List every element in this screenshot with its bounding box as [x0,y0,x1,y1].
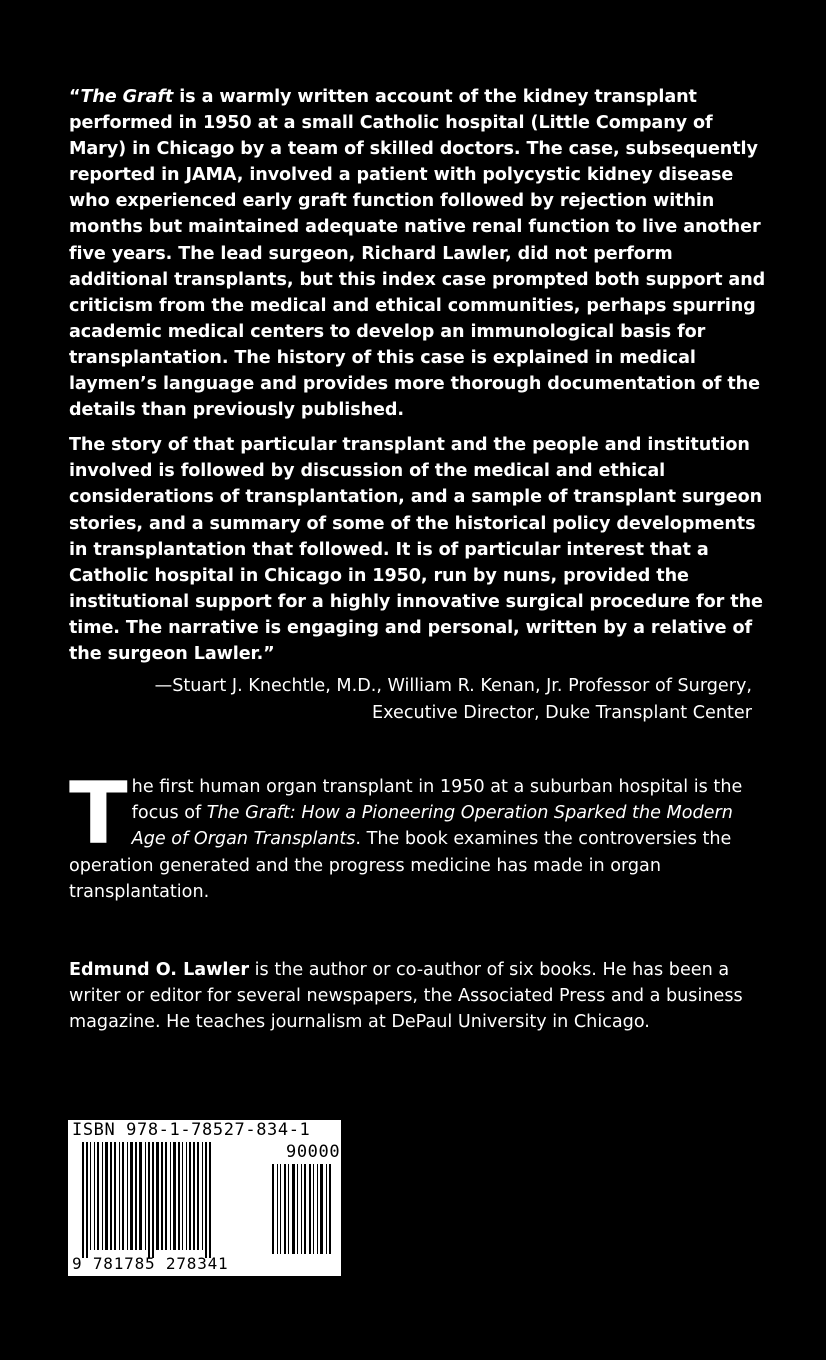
blurb-paragraph-2: The story of that particular transplant and the people and institution involved is followed by discussion of the medical and ethical considerations of transplantation, and a sample of transplant surgeon stories, and a summary of some of the historical policy developments in transplantation that followed. It is of particular interest that a Catholic hospital in Chicago in 1950, run by nuns, provided the institutional support for a highly innovative surgical procedure for the time. The narrative is engaging and personal, written by a relative of the surgeon Lawler.” [69,435,763,664]
book-title: The Graft [80,87,174,107]
description-lead: he first human organ transplant in 1950 at a suburban hospital is the focus of [131,777,743,824]
barcode-bar [182,1142,183,1250]
author-name: Edmund O. Lawler [69,960,250,980]
guard-bar [209,1142,211,1258]
attribution-line-1: —Stuart J. Knechtle, M.D., William R. Kenan, Jr. Professor of Surgery, [154,676,752,696]
barcode-bar [202,1142,203,1250]
barcode-bar [102,1142,103,1250]
barcode-bar [186,1142,187,1250]
barcode-bar [189,1142,191,1250]
author-bio-text: is the author or co-author of six books. He has been a writer or editor for several newspapers, the Associated Press and a business magazine. He teaches journalism at DePaul University in Chicago. [69,960,743,1033]
addon-bar [288,1164,289,1254]
barcode-bar [94,1142,95,1250]
barcode-bar [127,1142,128,1250]
author-bio [69,957,769,1036]
attribution-line-2: Executive Director, Duke Transplant Center [372,702,752,723]
description-full-title: The Graft: How a Pioneering Operation Sparked the Modern Age of Organ Transplants [131,803,733,850]
endorsement-blurb [69,84,769,676]
barcode-bar [122,1142,124,1250]
ean-digits: 9 781785 278341 [72,1254,229,1273]
addon-bar [304,1164,306,1254]
addon-bar [313,1164,314,1254]
barcode-bar [145,1142,146,1250]
barcode-bar [135,1142,137,1250]
quote-mark: “ [69,87,81,107]
guard-bar [82,1142,84,1258]
addon-bar [317,1164,318,1254]
barcode-bar [105,1142,108,1250]
barcode-bar [170,1142,171,1250]
price-code: 90000 [286,1142,341,1162]
barcode-bar [90,1142,91,1250]
barcode-bar [197,1142,199,1250]
addon-bar [292,1164,295,1254]
description-rest: . The book examines the controversies the operation generated and the progress medicine has made in organ transplantation. [69,829,732,902]
barcode-bar [178,1142,180,1250]
barcode-bar [97,1142,99,1250]
addon-bar [320,1164,323,1254]
book-description [69,764,769,905]
addon-bar [277,1164,278,1254]
barcode-bar [130,1142,133,1250]
barcode-bar [139,1142,142,1250]
addon-bar [280,1164,281,1254]
barcode-bar [173,1142,176,1250]
barcode-bar [119,1142,120,1250]
barcode-bar [114,1142,116,1250]
barcode-bar [165,1142,167,1250]
endorsement-attribution [155,673,752,726]
addon-bar [309,1164,311,1254]
guard-bar [148,1142,150,1258]
blurb-paragraph-1 [69,84,769,423]
blurb-p1-text: is a warmly written account of the kidney transplant performed in 1950 at a small Catholic hospital (Little Company of Mary) in Chicago by a team of skilled doctors. The case, subsequently reported in JAMA, involved a patient with polycystic kidney disease who experienced early graft function followed by rejection within months but maintained adequate native renal function to live another five years. The lead surgeon, Richard Lawler, did not perform additional transplants, but this index case prompted both support and criticism from the medical and ethical communities, perhaps spurring academic medical centers to develop an immunological basis for transplantation. The history of this case is explained in medical laymen’s language and provides more thorough documentation of the details than previously published. [69,87,766,421]
barcode-bars [68,1120,341,1276]
addon-bar [329,1164,331,1254]
addon-bar [301,1164,302,1254]
isbn-barcode [68,1120,341,1276]
barcode-bar [161,1142,163,1250]
barcode-bar [193,1142,195,1250]
drop-cap: T [69,764,128,864]
addon-bar [284,1164,286,1254]
guard-bar [86,1142,88,1258]
addon-bar [326,1164,327,1254]
guard-bar [205,1142,207,1258]
addon-bar [272,1164,274,1254]
guard-bar [152,1142,154,1258]
barcode-bar [110,1142,112,1250]
isbn-label: ISBN 978-1-78527-834-1 [72,1120,311,1140]
addon-bar [297,1164,298,1254]
barcode-bar [156,1142,159,1250]
